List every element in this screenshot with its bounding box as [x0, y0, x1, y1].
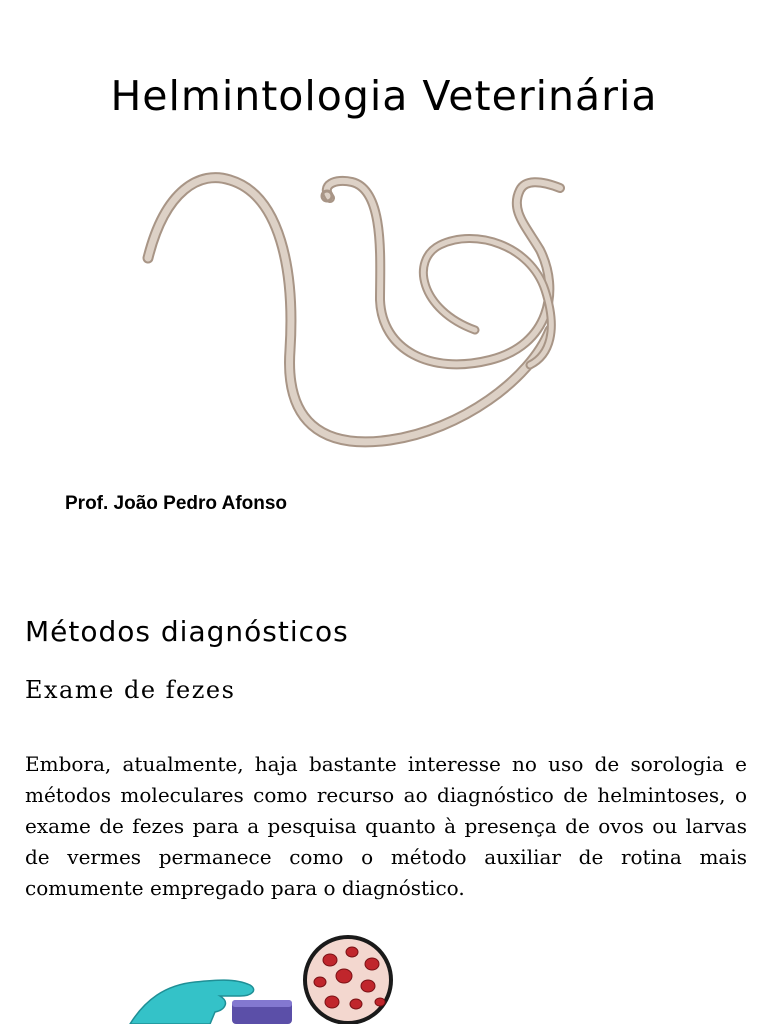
body-paragraph: Embora, atualmente, haja bastante interesse no uso de sorologia e métodos moleculares como recurso ao diagnóstico de helmintoses, o exame de fezes para a pesquisa quanto à presença de ovos ou larvas de vermes permanece como o método auxiliar de rotina mais comumente empregado para o diagnóstico.	[25, 752, 747, 900]
subsection-heading: Exame de fezes	[25, 676, 236, 704]
lab-sample-image	[120, 930, 410, 1024]
nematode-worms-image	[130, 150, 610, 480]
author-name: Prof. João Pedro Afonso	[65, 493, 288, 514]
section-heading: Métodos diagnósticos	[25, 615, 349, 648]
page-title: Helmintologia Veterinária	[110, 72, 658, 121]
